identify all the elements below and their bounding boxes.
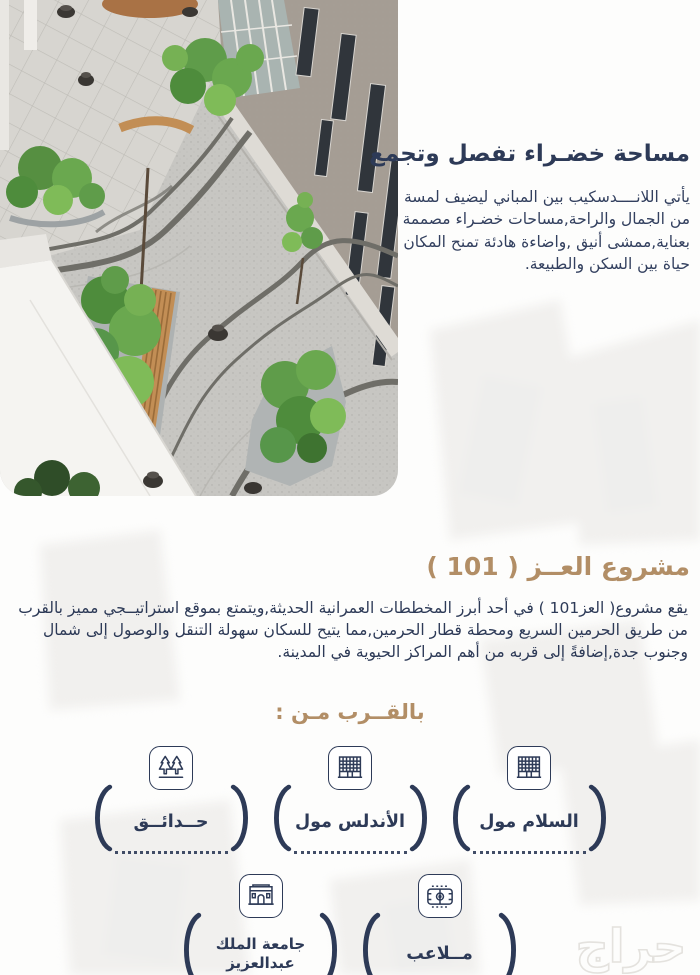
nearby-item-andalus-mall [268,746,433,852]
nearby-item-label: حــدائــق [133,811,209,832]
bracket-decoration [588,784,612,852]
trees-icon [149,746,193,790]
hero-section [369,140,690,276]
nearby-item-alsalam-mall [447,746,612,852]
nearby-item-label: جامعة الملك عبدالعزيز [215,934,306,972]
nearby-item-playgrounds [357,874,522,975]
hero-headline: مساحة خضـراء تفصل وتجمع [369,141,690,167]
bracket-decoration [178,912,202,975]
bracket-decoration [230,784,254,852]
courtyard-photo [0,0,398,496]
dotted-divider [473,851,586,854]
project-title: مشروع العــز ( 101 ) [426,552,690,581]
bracket-decoration [409,784,433,852]
nearby-item-label: السلام مول [479,811,579,832]
dotted-divider [294,851,407,854]
nearby-heading: بالقــرب مـن : [275,700,425,724]
bracket-decoration [89,784,113,852]
haraj-watermark: حراج [575,919,687,973]
nearby-item-label: مــلاعب [406,943,473,964]
nearby-row-1 [89,746,612,852]
bracket-decoration [319,912,343,975]
bracket-decoration [268,784,292,852]
mall-icon [507,746,551,790]
bracket-decoration [498,912,522,975]
sports-field-icon [418,874,462,918]
nearby-row-2 [178,874,522,975]
bracket-decoration [447,784,471,852]
mall-icon [328,746,372,790]
hero-body: يأتي اللانــــدسكيب بين المباني ليضيف لمسة من الجمال والراحة,مساحات خضـراء مصممة بعناية,ممشى أنيق ,واضاءة هادئة تمنح المكان حياة بين السكن والطبيعة. [402,187,690,274]
haraj-watermark-wrap [566,919,696,973]
nearby-item-parks [89,746,254,852]
nearby-item-label: الأندلس مول [294,811,406,832]
bracket-decoration [357,912,381,975]
nearby-item-kau-university [178,874,343,975]
university-icon [239,874,283,918]
project-body: يقع مشروع( العز101 ) في أحد أبرز المخططات العمرانية الحديثة,ويتمتع بموقع استراتيــجي مميز بالقرب من طريق الحرمين السريع ومحطة قطار الحرمين,مما يتيح للسكان سهولة التنقل والوصول إلى شمال وجنوب جدة,إضافةً إلى قربه من أهم المراكز الحيوية في المدينة. [18,599,688,661]
dotted-divider [115,851,228,854]
